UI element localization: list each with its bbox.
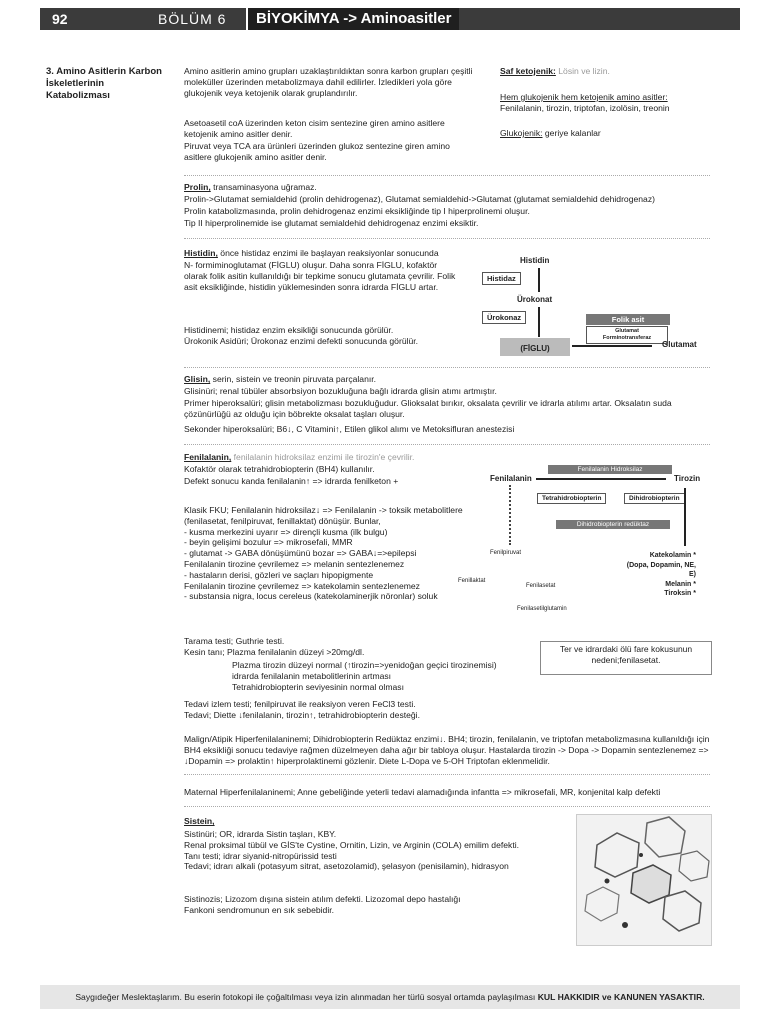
diagram-urokonaz: Ürokonaz <box>482 311 526 324</box>
arrow <box>509 485 511 545</box>
diagram-fenilalanin: Fenilalanin <box>490 474 532 483</box>
divider <box>184 175 710 176</box>
glisin-l3: Sekonder hiperoksalüri; B6↓, C Vitamini↑, Etilen glikol alımı ve Metoksifluran anestezisi <box>184 424 515 434</box>
glisin-l2: Primer hiperoksalüri; glisin metabolizması bozukluğudur. Glioksalat bırıkır, oksalata çevrilir ve idrarla atılımı artar. Oksalatın suda çözünürlüğü az olduğu için böbrekte oksalat taşları oluşur. <box>184 398 672 419</box>
fenil-subtitle: fenilalanin hidroksilaz enzimi ile tirozin'e çevrilir. <box>233 452 415 462</box>
fenil-title: Fenilalanin, <box>184 452 232 462</box>
diagram-reduktaz: Dihidrobiopterin redüktaz <box>556 520 670 529</box>
fenil-tests: Tarama testi; Guthrie testi. Kesin tanı; Plazma fenilalanin düzeyi >20mg/dl. <box>184 636 365 657</box>
glisin-l1: Glisinüri; renal tübüler absorbsiyon bozukluğuna bağlı idrarda glisin atımı artmıştır. <box>184 386 497 396</box>
saf-value: Lösin ve lizin. <box>558 66 610 76</box>
chapter-label: BÖLÜM 6 <box>158 11 227 27</box>
sistein-body: Sistinüri; OR, idrarda Sistin taşları, KBY. Renal proksimal tübül ve GİS'te Cystine, Ornitin, Lizin, ve Arginin (COLA) emilim defekti. Tanı testi; idrar siyanid-nitropürissid testi Tedavi; idrarı alkali (potasyum sitrat, asetozolamid), şelasyon (penisilamin), hidrasyon <box>184 829 520 872</box>
diagram-glutamat: Glutamat <box>662 340 697 349</box>
arrow <box>684 488 686 546</box>
side-title-line2: Katabolizması <box>46 90 110 101</box>
divider <box>184 806 710 807</box>
cystine-crystals-image <box>576 814 712 946</box>
arrow <box>536 478 666 480</box>
intro-p1: Amino asitlerin amino grupları uzaklaştırıldıktan sonra karbon grupları çeşitli moleküller üzerinden metabolizmaya dahil edilirler. İzledikleri yola göre glukojenik veya ketojenik olarak gruplandırılır. <box>184 66 473 98</box>
diagram-tirozin: Tirozin <box>674 474 701 483</box>
diagram-fenillaktat: Fenillaktat <box>458 578 486 584</box>
fenil-head <box>184 452 464 463</box>
intro-p3: Piruvat veya TCA ara ürünleri üzerinden glukoz sentezine giren amino asitlere glukojenik amino asitler denir. <box>184 141 450 162</box>
hem-value: Fenilalanin, tirozin, triptofan, izolösin, treonin <box>500 102 670 113</box>
gluk-value: geriye kalanlar <box>544 128 601 138</box>
intro-p2: Asetoasetil coA üzerinden keton cisim sentezine giren amino asitlere ketojenik amino asitler denir. <box>184 118 445 139</box>
sistein-head <box>184 816 564 827</box>
histidin-p2: Histidinemi; histidaz enzim eksikliği sonucunda görülür. Ürokonik Asidüri; Ürokonaz enzimi defekti sonucunda görülür. <box>184 325 419 346</box>
sistein-title: Sistein, <box>184 816 215 826</box>
diagram-enzyme-box <box>586 326 668 344</box>
crystals-drawing <box>577 815 711 945</box>
prolin-l1: Prolin->Glutamat semialdehid (prolin dehidrogenaz), Glutamat semialdehid->Glutamat (glutamat semialdehid dehidrogenaz) <box>184 194 655 204</box>
diagram-fenilasetilglutamin: Fenilasetilglutamin <box>517 606 567 612</box>
glisin-title: Glisin, <box>184 374 211 384</box>
diagram-fenilpiruvat: Fenilpiruvat <box>490 550 522 556</box>
sistein-body2: Sistinozis; Lizozom dışına sistein atılım defekti. Lizozomal depo hastalığı Fankoni sendromunun en sık sebebidir. <box>184 894 461 915</box>
diagram-katekolamin: Katekolamin * (Dopa, Dopamin, NE, E) Melanin * Tiroksin * <box>626 552 696 597</box>
diagram-fenilasetat: Fenilasetat <box>526 583 556 589</box>
diagram-dihidro: Dihidrobiopterin <box>624 493 685 504</box>
fenil-list: Klasik FKU; Fenilalanin hidroksilaz↓ => Fenilalanin -> toksik metabolitlere (fenilasetat, fenilpiruvat, fenillaktat) dönüşür. Bunlar, - kusma merkezini uyarır => dirençli kusma (ilk bulgu) - beyin gelişimi bozulur => mikrosefali, MMR - glutamat -> GABA dönüşümünü bozar => GABA↓=>epilepsi Fenilalanin tirozine çevrilemez => melanin sentezlenemez - hastaların derisi, gözleri ve saçları hipopigmente Fenilalanin tirozine çevrilemez => katekolamin sentezlenemez - substansia nigra, locus cereleus (katekolaminerjik nöronlar) soluk <box>184 505 463 602</box>
arrow <box>572 345 652 347</box>
maternal-text: Maternal Hiperfenilalaninemi; Anne gebeliğinde yeterli tedavi alamadığında infantta => mikrosefali, MR, konjenital kalp defekti <box>184 787 661 797</box>
fenil-l1: Kofaktör olarak tetrahidrobiopterin (BH4) kullanılır. <box>184 464 375 474</box>
divider <box>184 367 710 368</box>
footer-warning: KUL HAKKIDIR ve KANUNEN YASAKTIR. <box>537 992 705 1002</box>
histidin-p1: N- formiminoglutamat (FİGLU) oluşur. Daha sonra FİGLU, kofaktör olarak folik asitin kullanıldığı bir tepkime sonucu glutamata çevrilir. Folik asit eksikliğinde, histidin yüklemesinden sonra idrarda FİGLU artar. <box>184 260 456 292</box>
diagram-glutamat-small: Glutamat <box>615 328 639 334</box>
prolin-l2: Prolin katabolizmasında, prolin dehidrogenaz enzimi eksikliğinde tip I hiperprolinemi oluşur. <box>184 206 530 216</box>
prolin-subtitle: transaminasyona uğramaz. <box>213 182 317 192</box>
page-header <box>40 8 740 30</box>
glukojenik <box>500 128 710 139</box>
fenil-l2: Defekt sonucu kanda fenilalanin↑ => idrarda fenilketon + <box>184 476 399 486</box>
saf-ketojenik <box>500 66 710 77</box>
saf-label: Saf ketojenik: <box>500 66 556 76</box>
diagram-folik-asit: Folik asit <box>586 314 670 325</box>
section-side-title <box>46 66 176 102</box>
fenil-tests2: Plazma tirozin düzeyi normal (↑tirozin=>yenidoğan geçici tirozinemisi) idrarda fenilalanin metabolitlerinin artması Tetrahidrobiopterin seviyesinin normal olması <box>232 660 497 692</box>
note-box: Ter ve idrardaki ölü fare kokusunun nedeni;fenilasetat. <box>540 641 712 675</box>
hem-ketojenik <box>500 92 710 114</box>
divider <box>184 774 710 775</box>
page-number: 92 <box>52 11 68 27</box>
glisin-head <box>184 374 710 385</box>
gluk-label: Glukojenik: <box>500 128 543 138</box>
divider <box>184 444 710 445</box>
footer-notice <box>40 985 740 1009</box>
diagram-urokonat: Ürokonat <box>517 295 553 304</box>
glisin-subtitle: serin, sistein ve treonin piruvata parçalanır. <box>212 374 377 384</box>
arrow <box>538 268 540 292</box>
diagram-tetrahidro: Tetrahidrobiopterin <box>537 493 606 504</box>
side-title-line1: 3. Amino Asitlerin Karbon İskeletlerinin <box>46 66 162 89</box>
diagram-histidin: Histidin <box>520 256 550 265</box>
prolin-l3: Tip II hiperprolinemide ise glutamat semialdehid dehidrogenaz enzimi eksiktir. <box>184 218 479 228</box>
histidin-title: Histidin, <box>184 248 218 258</box>
hem-label: Hem glukojenik hem ketojenik amino asitler: <box>500 92 668 102</box>
diagram-forminotransferaz: Forminotransferaz <box>602 335 652 341</box>
histidin-head <box>184 248 464 259</box>
diagram-figlu: (FİGLU) <box>500 338 570 356</box>
divider <box>184 238 710 239</box>
prolin-title: Prolin, <box>184 182 211 192</box>
diagram-histidaz: Histidaz <box>482 272 521 285</box>
fenil-tests3: Tedavi izlem testi; fenilpiruvat ile reaksiyon veren FeCl3 testi. Tedavi; Diette ↓fenilalanin, tirozin↑, tetrahidrobiopterin desteği. <box>184 699 420 720</box>
prolin-head <box>184 182 710 193</box>
arrow <box>538 307 540 337</box>
footer-text: Saygıdeğer Meslektaşlarım. Bu eserin fotokopi ile çoğaltılması veya izin alınmadan her türlü sosyal ortamda paylaşılması <box>75 992 536 1002</box>
header-title: BİYOKİMYA -> Aminoasitler <box>246 8 459 30</box>
diagram-hidroksilaz: Fenilalanin Hidroksilaz <box>548 465 672 474</box>
malign-text: Malign/Atipik Hiperfenilalaninemi; Dihidrobiopterin Redüktaz enzimi↓. BH4; tirozin, fenilalanin, ve triptofan metabolizmasına kullanıldığı için BH4 eksikliği sonucu tedaviye rağmen düzelmeyen daha ağır bir tabloya oluşur. Hastalarda tirozin -> Dopa -> Dopamin sentezlenemez => ↓Dopamin => prolaktin↑ hiperprolaktinemi gözlenir. Diete L-Dopa ve 5-OH Triptofan eklenmelidir. <box>184 734 710 766</box>
histidin-subtitle: önce histidaz enzimi ile başlayan reaksiyonlar sonucunda <box>220 248 439 258</box>
